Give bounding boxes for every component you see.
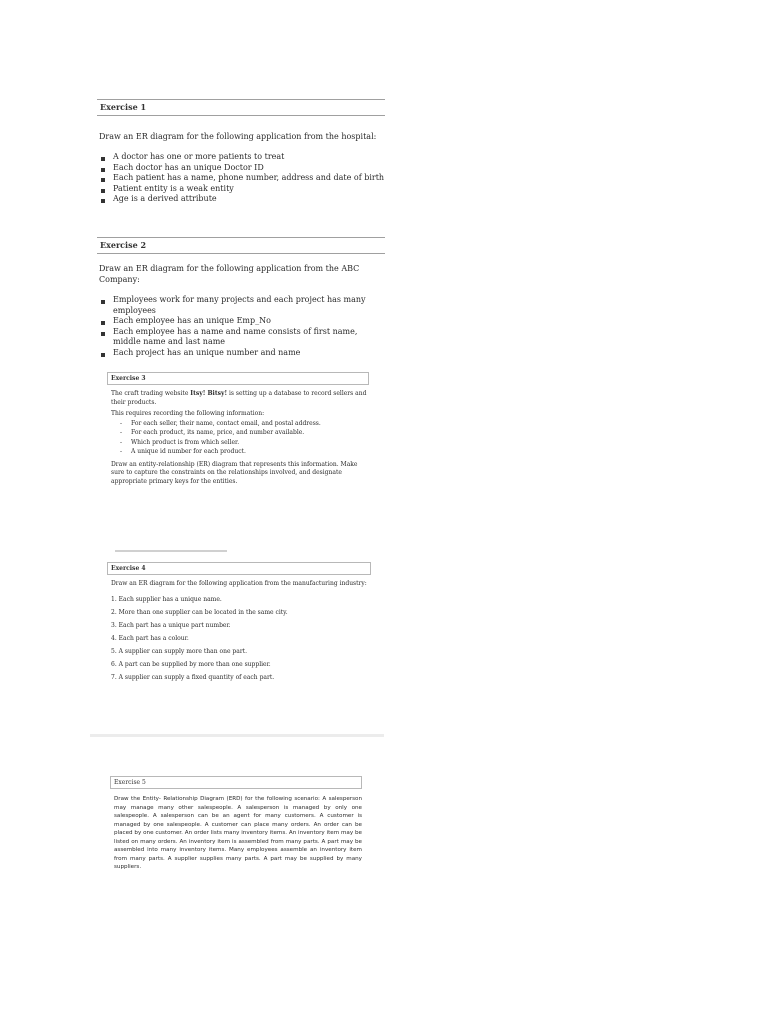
- exercise-3-requires: This requires recording the following information:: [111, 410, 265, 417]
- exercise-4-intro: Draw an ER diagram for the following application from the manufacturing industry:: [111, 580, 367, 587]
- exercise-4-heading: Exercise 4: [107, 562, 371, 575]
- exercise-2-list: [97, 295, 379, 358]
- exercise-3: [107, 372, 369, 486]
- list-item: 3. Each part has a unique part number.: [111, 621, 231, 629]
- list-item: - A unique id number for each product.: [111, 447, 369, 457]
- list-item: A doctor has one or more patients to treat: [99, 152, 385, 163]
- list-item: Age is a derived attribute: [99, 194, 385, 205]
- exercise-1-intro: Draw an ER diagram for the following application from the hospital:: [99, 132, 377, 141]
- list-item: Employees work for many projects and each project has many employees: [99, 295, 379, 316]
- list-item: Each doctor has an unique Doctor ID: [99, 163, 385, 174]
- exercise-3-brand: Itsy! Bitsy!: [190, 390, 228, 397]
- exercise-3-list: [107, 419, 369, 457]
- list-item: 6. A part can be supplied by more than one supplier.: [111, 660, 271, 668]
- exercise-3-heading: Exercise 3: [107, 372, 369, 385]
- list-item: - For each product, its name, price, and number available.: [111, 428, 369, 438]
- exercise-2-heading: Exercise 2: [97, 237, 385, 254]
- exercise-3-intro-post: is setting up a database to record sellers and their products.: [111, 390, 367, 406]
- exercise-4: [107, 562, 371, 684]
- list-item: Patient entity is a weak entity: [99, 184, 385, 195]
- exercise-1-list: [97, 152, 385, 205]
- list-item: Each employee has a name and name consists of first name, middle name and last name: [99, 327, 379, 348]
- exercise-1: [97, 99, 385, 205]
- list-item: 4. Each part has a colour.: [111, 634, 189, 642]
- list-item: - Which product is from which seller.: [111, 438, 369, 448]
- exercise-3-instruction: Draw an entity-relationship (ER) diagram that represents this information. Make sure to capture the constraints on the relationships involved, and designate appropriate primary keys for the entities.: [111, 460, 358, 485]
- exercise-3-intro-pre: The craft trading website: [111, 390, 191, 397]
- clipped-text-remnant: [115, 550, 227, 552]
- exercise-2-intro: Draw an ER diagram for the following application from the ABC Company:: [99, 264, 360, 284]
- exercise-5: [110, 776, 362, 872]
- list-item: Each project has an unique number and name: [99, 348, 379, 359]
- list-item: 1. Each supplier has a unique name.: [111, 595, 222, 603]
- exercise-1-heading: Exercise 1: [97, 99, 385, 116]
- list-item: Each patient has a name, phone number, address and date of birth: [99, 173, 385, 184]
- exercise-4-list: [107, 593, 371, 684]
- list-item: 5. A supplier can supply more than one part.: [111, 647, 248, 655]
- exercise-2: [97, 237, 385, 358]
- list-item: - For each seller, their name, contact email, and postal address.: [111, 419, 369, 429]
- exercise-5-heading: Exercise 5: [110, 776, 362, 789]
- list-item: Each employee has an unique Emp_No: [99, 316, 379, 327]
- list-item: 2. More than one supplier can be located in the same city.: [111, 608, 288, 616]
- page-separator: [90, 734, 384, 737]
- exercise-5-body: Draw the Entity- Relationship Diagram (ERD) for the following scenario: A salesperson may manage many other salespeople. A salesperson is managed by only one salespeople. A salesperson can be an agent for many customers. A customer is managed by one salespeople. A customer can place many orders. An order can be placed by one customer. An order lists many inventory items. An inventory item may be listed on many orders. An inventory item is assembled from many parts. A part may be assembled into many inventory items. Many employees assemble an inventory item from many parts. A supplier supplies many parts. A part may be supplied by many suppliers.: [114, 796, 362, 870]
- exercise-3-intro: [107, 390, 369, 407]
- list-item: 7. A supplier can supply a fixed quantity of each part.: [111, 673, 275, 681]
